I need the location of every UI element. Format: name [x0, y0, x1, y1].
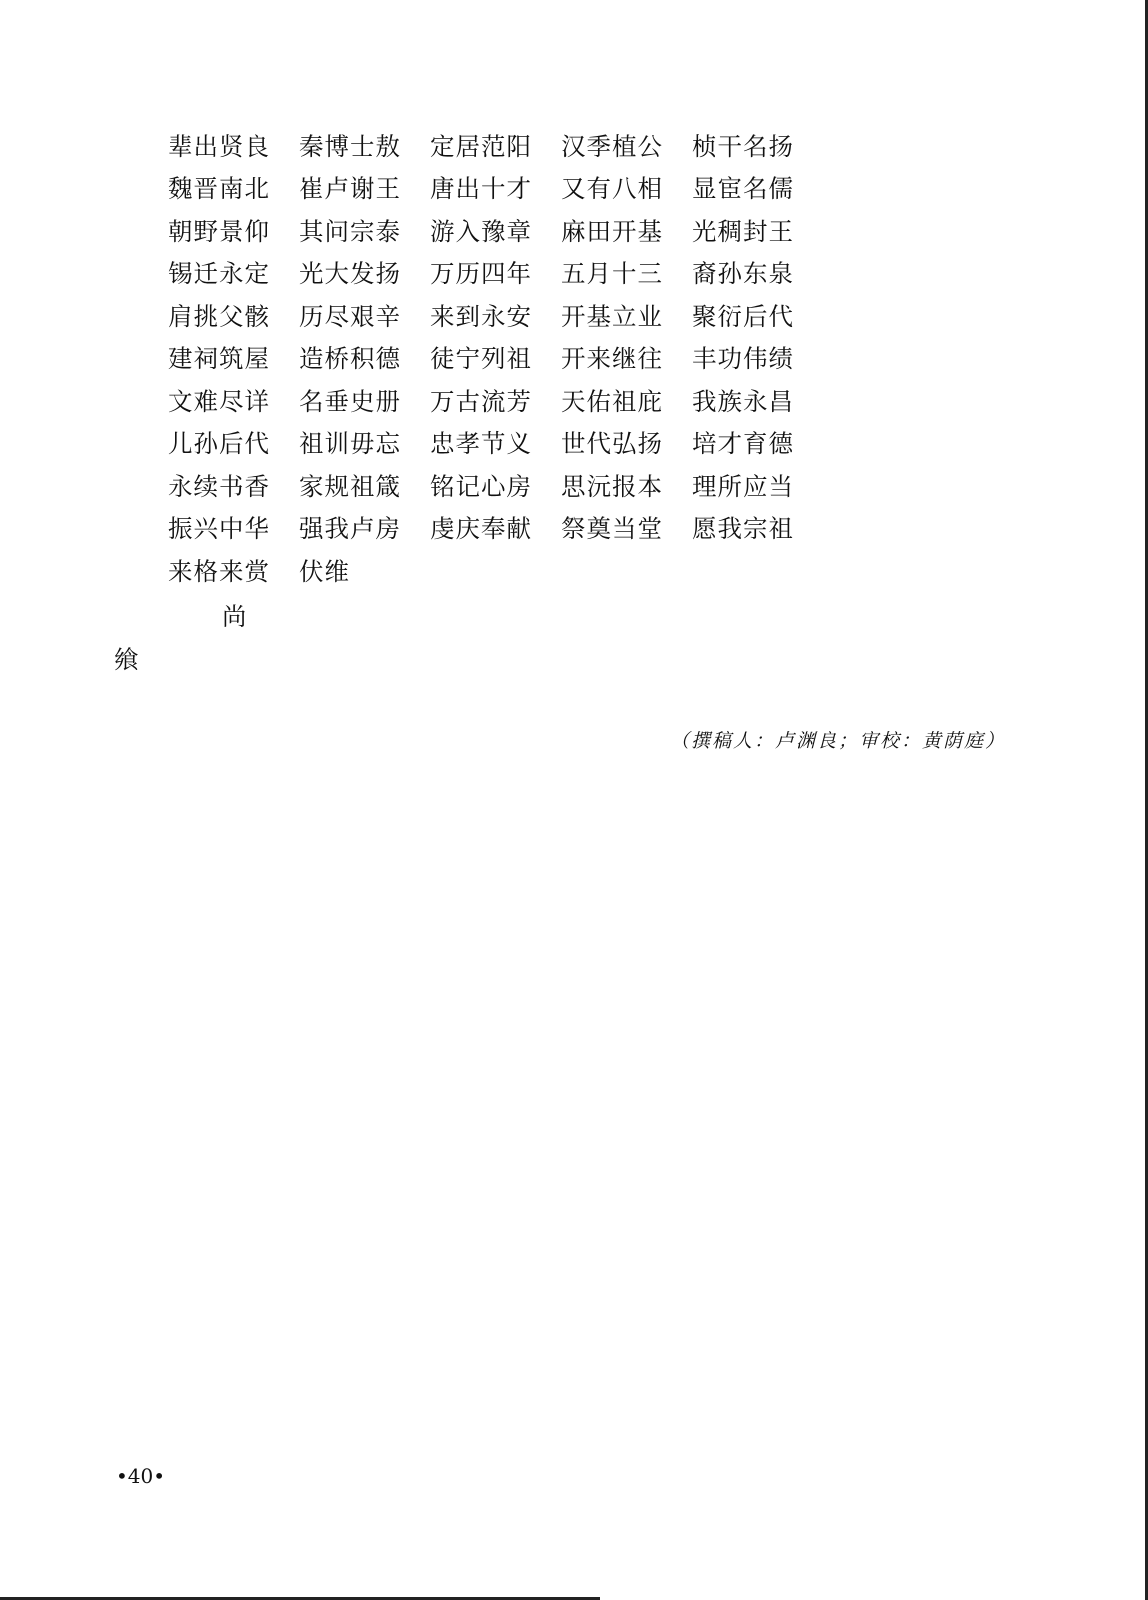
poem-phrase: 光稠封王	[692, 216, 794, 246]
poem-phrase: 徒宁列祖	[430, 344, 532, 374]
poem-phrase: 祭奠当堂	[561, 514, 663, 544]
poem-phrase: 唐出十才	[430, 174, 532, 204]
poem-row	[168, 252, 823, 295]
poem-phrase: 魏晋南北	[168, 174, 270, 204]
poem-row	[168, 167, 823, 210]
poem-phrase: 定居范阳	[430, 131, 532, 161]
poem-phrase: 天佑祖庇	[561, 386, 663, 416]
poem-phrase: 五月十三	[561, 259, 663, 289]
poem-row	[168, 422, 823, 465]
poem-phrase: 培才育德	[692, 429, 794, 459]
poem-row	[168, 507, 823, 550]
poem-phrase: 理所应当	[692, 471, 794, 501]
poem-phrase: 文难尽详	[168, 386, 270, 416]
poem-phrase: 虔庆奉献	[430, 514, 532, 544]
poem-phrase: 振兴中华	[168, 514, 270, 544]
poem-phrase: 铭记心房	[430, 471, 532, 501]
poem-phrase: 麻田开基	[561, 216, 663, 246]
poem-phrase: 思沅报本	[561, 471, 663, 501]
poem-row	[168, 464, 823, 507]
poem-row	[168, 549, 823, 592]
poem-phrase: 祖训毋忘	[299, 429, 401, 459]
poem-row	[168, 294, 823, 337]
poem-phrase: 又有八相	[561, 174, 663, 204]
poem-phrase: 世代弘扬	[561, 429, 663, 459]
poem-phrase: 游入豫章	[430, 216, 532, 246]
poem-phrase: 伏维	[299, 556, 350, 586]
poem-phrase: 丰功伟绩	[692, 344, 794, 374]
poem-phrase: 光大发扬	[299, 259, 401, 289]
poem-phrase: 强我卢房	[299, 514, 401, 544]
poem-body	[168, 124, 823, 592]
poem-phrase: 名垂史册	[299, 386, 401, 416]
poem-phrase: 锡迁永定	[168, 259, 270, 289]
poem-phrase: 家规祖箴	[299, 471, 401, 501]
poem-phrase: 历尽艰辛	[299, 301, 401, 331]
poem-phrase: 来到永安	[430, 301, 532, 331]
poem-phrase: 裔孙东泉	[692, 259, 794, 289]
poem-phrase: 建祠筑屋	[168, 344, 270, 374]
closing-xiang: 飨	[114, 645, 139, 674]
poem-phrase: 桢干名扬	[692, 131, 794, 161]
poem-phrase: 永续书香	[168, 471, 270, 501]
poem-phrase: 聚衍后代	[692, 301, 794, 331]
poem-row	[168, 124, 823, 167]
poem-phrase: 其问宗泰	[299, 216, 401, 246]
poem-phrase: 汉季植公	[561, 131, 663, 161]
poem-phrase: 忠孝节义	[430, 429, 532, 459]
poem-phrase: 开基立业	[561, 301, 663, 331]
poem-phrase: 愿我宗祖	[692, 514, 794, 544]
author-credit: （撰稿人：卢渊良；审校：黄荫庭）	[670, 730, 1007, 752]
poem-phrase: 来格来赏	[168, 556, 270, 586]
poem-row	[168, 337, 823, 380]
poem-phrase: 万历四年	[430, 259, 532, 289]
poem-row	[168, 379, 823, 422]
page-number: •40•	[116, 1464, 166, 1488]
poem-phrase: 我族永昌	[692, 386, 794, 416]
poem-phrase: 崔卢谢王	[299, 174, 401, 204]
closing-shang: 尚	[222, 602, 247, 631]
poem-phrase: 造桥积德	[299, 344, 401, 374]
poem-phrase: 辈出贤良	[168, 131, 270, 161]
poem-phrase: 开来继往	[561, 344, 663, 374]
poem-phrase: 肩挑父骸	[168, 301, 270, 331]
poem-row	[168, 209, 823, 252]
poem-phrase: 儿孙后代	[168, 429, 270, 459]
poem-phrase: 万古流芳	[430, 386, 532, 416]
poem-phrase: 朝野景仰	[168, 216, 270, 246]
poem-phrase: 显宦名儒	[692, 174, 794, 204]
poem-phrase: 秦博士敖	[299, 131, 401, 161]
